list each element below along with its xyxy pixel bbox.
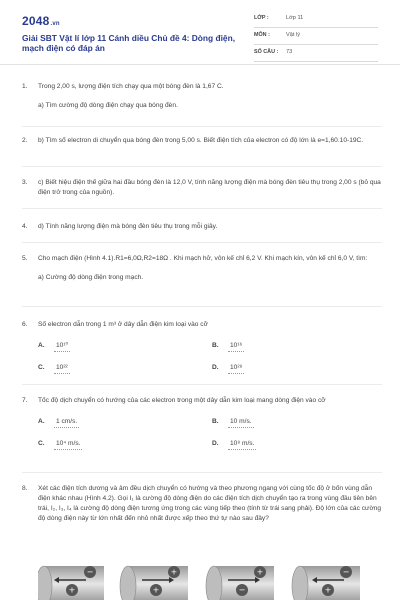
question-subpart: a) Tìm cường độ dòng điện chạy qua bóng đèn. [38, 102, 178, 109]
charge-sign: − [238, 585, 246, 595]
question-text: c) Biết hiệu điện thế giữa hai đầu bóng đèn là 12,0 V, tính năng lượng điện mà bóng đèn tiêu thụ trong 2,00 s (bỏ qua điện trở trong của nguồn). [38, 179, 381, 196]
question-divider [22, 242, 382, 243]
option-c[interactable] [38, 439, 82, 450]
question-4 [22, 222, 382, 232]
question-2 [22, 136, 382, 146]
question-number: 3. [22, 179, 28, 186]
header-divider [0, 64, 400, 65]
option-a[interactable] [38, 417, 79, 428]
question-divider [22, 208, 382, 209]
charge-sign: + [170, 567, 178, 577]
question-text: Cho mạch điện (Hình 4.1).R1=6,0Ω,R2=18Ω . Khi mạch hở, vôn kế chỉ 6,2 V. Khi mạch kín, vôn kế chỉ 6,0 V, tìm: [38, 255, 368, 262]
option-letter: D. [212, 364, 219, 371]
charge-sign: − [342, 567, 350, 577]
question-5 [22, 254, 382, 283]
question-number: 4. [22, 223, 28, 230]
figure-svg [38, 556, 368, 600]
meta-label: SỐ CÂU : [254, 49, 279, 55]
charge-4 [168, 566, 180, 578]
question-text: Xét các điện tích dương và âm đều dịch chuyển có hướng và theo phương ngang với cùng tốc độ ở bốn vùng dẫn điện khác nhau (Hình 4.2). Gọi I₁ là cường độ dòng điện do các điện tích dịch chuyển tạo ra trong vùng đầu tiên bên trái, I₂, I₃, I₄ là cường độ dòng điện tương ứng trong các vùng tiếp theo (tính từ trái sang phải). Độ lớn của các cường độ dòng điện này từ lớn nhất đến nhỏ nhất được xếp theo thứ tự nào sau đây? [38, 485, 382, 522]
figure-4-2 [38, 556, 368, 600]
question-subpart: a) Cường độ dòng điện trong mạch. [38, 274, 144, 281]
option-letter: D. [212, 440, 219, 447]
answer-options [38, 415, 382, 451]
question-divider [22, 472, 382, 473]
site-logo[interactable] [22, 14, 60, 28]
question-number: 7. [22, 397, 28, 404]
meta-row-subject [254, 30, 378, 45]
charge-sign: + [324, 585, 332, 595]
meta-panel [254, 13, 378, 64]
charge-3 [150, 584, 162, 596]
meta-value: Vật lý [286, 32, 300, 38]
header [0, 0, 400, 62]
option-b[interactable] [212, 341, 244, 352]
charge-7 [322, 584, 334, 596]
option-d[interactable] [212, 439, 256, 450]
option-d[interactable] [212, 363, 244, 374]
option-value: 10²⁸ [228, 363, 244, 374]
meta-label: MÔN : [254, 32, 270, 38]
question-divider [22, 306, 382, 307]
question-text: Tốc độ dịch chuyển có hướng của các electron trong một dây dẫn kim loại mang dòng điện vào cỡ [38, 397, 326, 404]
logo-main: 2048 [22, 14, 50, 28]
charge-sign: + [68, 585, 76, 595]
question-number: 6. [22, 321, 28, 328]
meta-value: Lớp 11 [286, 15, 304, 21]
meta-row-class [254, 13, 378, 28]
question-text: d) Tính năng lượng điện mà bóng đèn tiêu thụ trong mỗi giây. [38, 223, 218, 230]
charge-sign: + [152, 585, 160, 595]
meta-label: LỚP : [254, 15, 269, 21]
charge-sign: − [86, 567, 94, 577]
option-letter: A. [38, 418, 45, 425]
option-letter: A. [38, 342, 45, 349]
option-value: 10¹⁶ [228, 341, 244, 352]
charge-6 [254, 566, 266, 578]
option-value: 10⁴ m/s. [54, 439, 82, 450]
charge-2 [84, 566, 96, 578]
option-value: 10⁸ m/s. [228, 439, 256, 450]
charge-1 [66, 584, 78, 596]
option-c[interactable] [38, 363, 70, 374]
option-letter: B. [212, 418, 219, 425]
question-divider [22, 166, 382, 167]
charge-8 [340, 566, 352, 578]
question-number: 5. [22, 255, 28, 262]
question-1 [22, 82, 382, 111]
question-divider [22, 384, 382, 385]
meta-value: 73 [286, 49, 293, 55]
option-value: 10¹⁰ [54, 341, 70, 352]
answer-options [38, 339, 382, 375]
question-6 [22, 320, 382, 375]
question-number: 8. [22, 485, 28, 492]
question-number: 1. [22, 83, 28, 90]
question-divider [22, 126, 382, 127]
question-3 [22, 178, 382, 198]
option-value: 10 m/s. [228, 417, 254, 428]
option-a[interactable] [38, 341, 70, 352]
charge-sign: + [256, 567, 264, 577]
option-value: 10²² [54, 363, 70, 374]
option-letter: C. [38, 364, 45, 371]
question-text: b) Tìm số electron di chuyển qua bóng đèn trong 5,00 s. Biết điện tích của electron có độ lớn là e=1,60.10-19C. [38, 137, 364, 144]
document-title: Giải SBT Vật lí lớp 11 Cánh diều Chủ đề 4: Dòng điện, mạch điện có đáp án [22, 33, 236, 53]
charge-5 [236, 584, 248, 596]
question-8 [22, 484, 382, 524]
question-text: Trong 2,00 s, lượng điện tích chạy qua một bóng đèn là 1,67 C. [38, 83, 224, 90]
meta-row-count [254, 47, 378, 62]
option-b[interactable] [212, 417, 254, 428]
option-value: 1 cm/s. [54, 417, 79, 428]
option-letter: C. [38, 440, 45, 447]
question-7 [22, 396, 382, 451]
option-letter: B. [212, 342, 219, 349]
question-text: Số electron dẫn trong 1 m³ ở dây dẫn điện kim loại vào cỡ [38, 321, 208, 328]
logo-suffix: .vn [50, 21, 60, 27]
question-number: 2. [22, 137, 28, 144]
